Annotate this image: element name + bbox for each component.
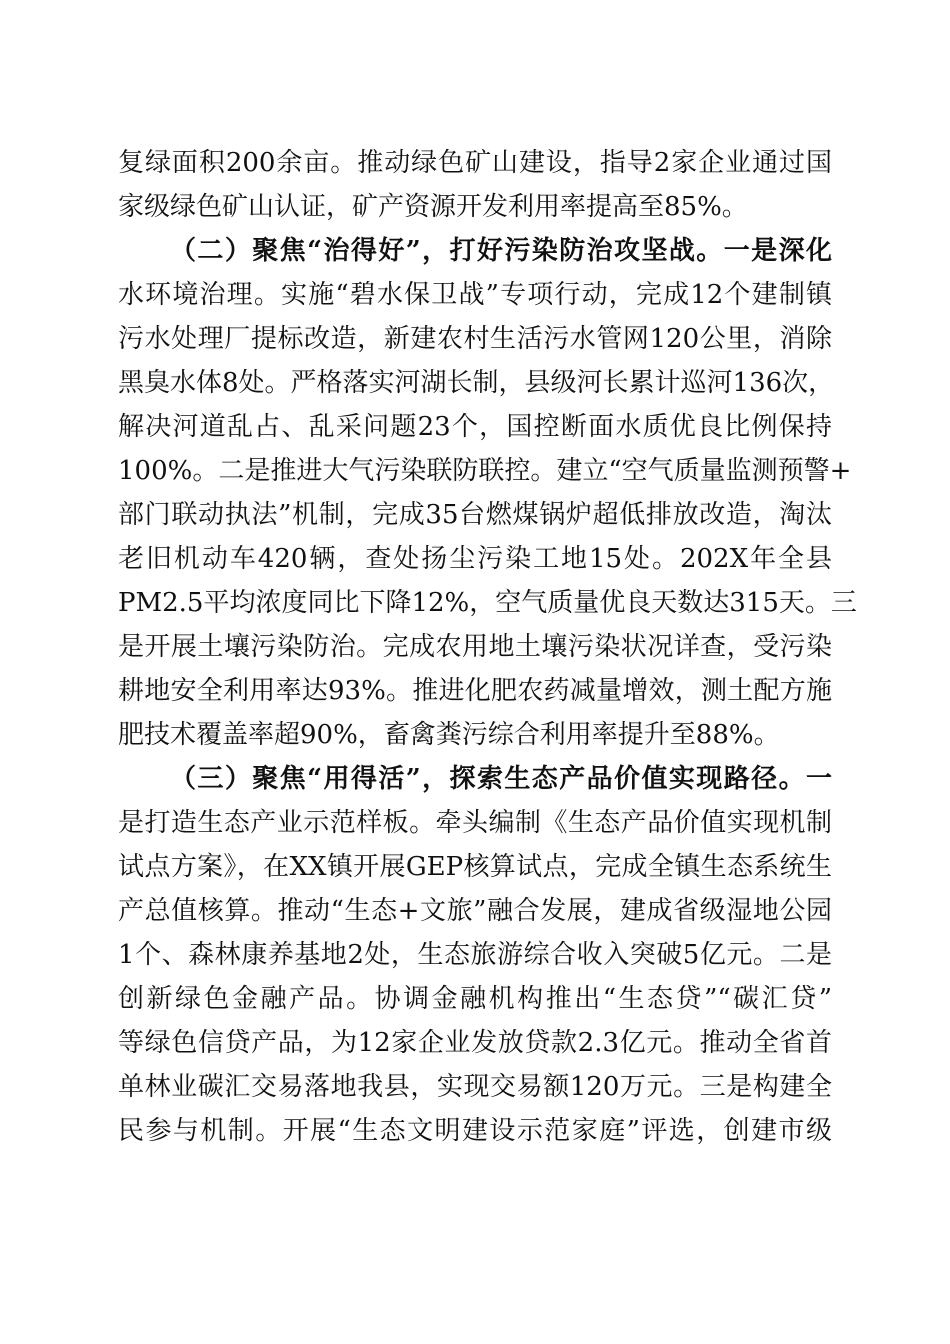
text-line: 黑臭水体8处。严格落实河湖长制，县级河长累计巡河136次， <box>118 368 835 398</box>
text-line: 部门联动执法”机制，完成35台燃煤锅炉超低排放改造，淘汰 <box>118 500 832 530</box>
document-body <box>118 141 857 1153</box>
text-line: 是开展土壤污染防治。完成农用地土壤污染状况详查，受污染 <box>118 632 832 662</box>
section-heading-line: （二）聚焦“治得好”，打好污染防治攻坚战。一是深化 <box>170 236 832 266</box>
text-line: 单林业碳汇交易落地我县，实现交易额120万元。三是构建全 <box>118 1072 832 1102</box>
text-line: 水环境治理。实施“碧水保卫战”专项行动，完成12个建制镇 <box>118 280 832 310</box>
text-line: 解决河道乱占、乱采问题23个，国控断面水质优良比例保持 <box>118 412 832 442</box>
text-line: 是打造生态产业示范样板。牵头编制《生态产品价值实现机制 <box>118 808 832 838</box>
text-line: 老旧机动车420辆，查处扬尘污染工地15处。202X年全县 <box>118 544 832 574</box>
text-line: 等绿色信贷产品，为12家企业发放贷款2.3亿元。推动全省首 <box>118 1028 832 1058</box>
text-line: 产总值核算。推动“生态+文旅”融合发展，建成省级湿地公园 <box>118 896 832 926</box>
text-line: 创新绿色金融产品。协调金融机构推出“生态贷”“碳汇贷” <box>118 984 832 1014</box>
text-line: 肥技术覆盖率超90%，畜禽粪污综合利用率提升至88%。 <box>118 720 780 750</box>
text-line: 民参与机制。开展“生态文明建设示范家庭”评选，创建市级 <box>118 1116 832 1146</box>
text-line: 1个、森林康养基地2处，生态旅游综合收入突破5亿元。二是 <box>118 940 832 970</box>
text-line: 污水处理厂提标改造，新建农村生活污水管网120公里，消除 <box>118 324 832 354</box>
text-line: 试点方案》，在XX镇开展GEP核算试点，完成全镇生态系统生 <box>118 852 832 882</box>
text-line: 100%。二是推进大气污染联防联控。建立“空气质量监测预警+ <box>118 456 852 486</box>
text-line: PM2.5平均浓度同比下降12%，空气质量优良天数达315天。三 <box>118 588 857 618</box>
text-line: 耕地安全利用率达93%。推进化肥农药减量增效，测土配方施 <box>118 676 832 706</box>
text-line: 复绿面积200余亩。推动绿色矿山建设，指导2家企业通过国 <box>118 148 832 178</box>
text-line: 家级绿色矿山认证，矿产资源开发利用率提高至85%。 <box>118 192 748 222</box>
section-heading-line: （三）聚焦“用得活”，探索生态产品价值实现路径。一 <box>170 764 832 794</box>
